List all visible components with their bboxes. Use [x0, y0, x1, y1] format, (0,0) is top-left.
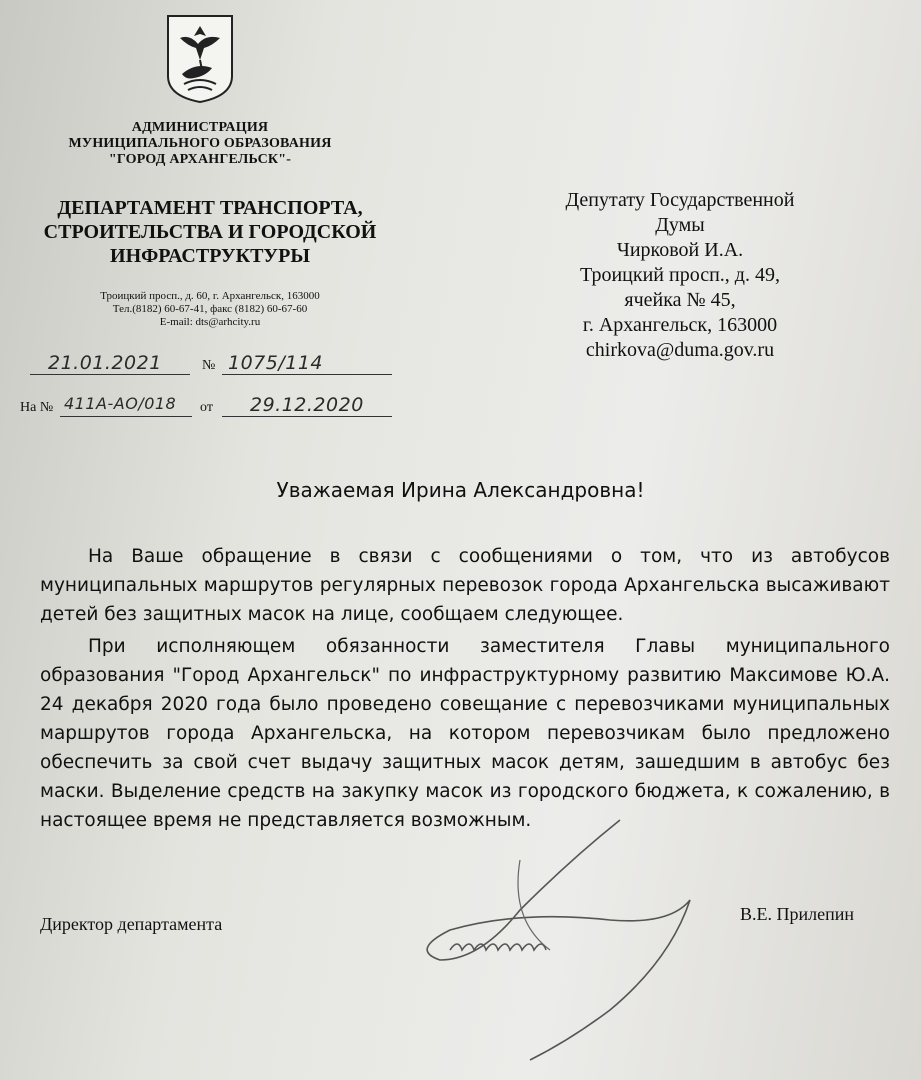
signatory-position: Директор департамента — [40, 914, 223, 934]
contact-line: Троицкий просп., д. 60, г. Архангельск, 163000 — [100, 290, 320, 302]
reference-date-line — [222, 394, 392, 417]
outgoing-date: 21.01.2021 — [48, 352, 162, 374]
outgoing-number: 1075/114 — [228, 352, 324, 374]
recipient-line: Троицкий просп., д. 49, — [580, 264, 780, 286]
administration-title — [20, 120, 380, 168]
recipient-line: Чирковой И.А. — [616, 239, 744, 261]
coat-of-arms-icon — [166, 14, 234, 104]
salutation: Уважаемая Ирина Александровна! — [276, 478, 645, 502]
recipient-block — [500, 188, 880, 363]
contact-line: Тел.(8182) 60-67-41, факс (8182) 60-67-60 — [112, 303, 308, 315]
reference-label: На № — [20, 400, 54, 415]
admin-line: "ГОРОД АРХАНГЕЛЬСК"- — [108, 152, 292, 167]
outgoing-number-line — [222, 352, 392, 375]
contact-line: E-mail: dts@arhcity.ru — [159, 316, 261, 328]
body-paragraph: При исполняющем обязанности заместителя Главы муниципального образования "Город Архангельск" по инфраструктурному развитию Максимове Ю.А. 24 декабря 2020 года было проведено совещание с перевозчиками муниципальных маршрутов города Архангельска, на котором перевозчикам было предложено обеспечить за свой счет выдачу защитных масок детям, зашедшим в автобус без маски. Выделение средств на закупку масок из городского бюджета, к сожалению, в настоящее время не представляется возможным. — [40, 636, 890, 831]
reference-date: 29.12.2020 — [250, 394, 364, 416]
admin-line: МУНИЦИПАЛЬНОГО ОБРАЗОВАНИЯ — [68, 136, 332, 151]
department-line: ДЕПАРТАМЕНТ ТРАНСПОРТА, — [57, 197, 363, 219]
signatory-name: В.Е. Прилепин — [740, 904, 855, 924]
reference-number: 411А-АО/018 — [64, 394, 177, 413]
recipient-line: Депутату Государственной Думы — [565, 189, 795, 236]
recipient-line: chirkova@duma.gov.ru — [585, 339, 775, 361]
letter-body — [40, 542, 890, 835]
reference-from-label: от — [200, 400, 213, 415]
body-paragraph: На Ваше обращение в связи с сообщениями о том, что из автобусов муниципальных маршрутов регулярных перевозок города Архангельска высаживают детей без защитных масок на лице, сообщаем следующее. — [40, 546, 890, 625]
department-line: СТРОИТЕЛЬСТВА И ГОРОДСКОЙ — [43, 221, 377, 243]
recipient-line: ячейка № 45, — [624, 289, 736, 311]
department-title — [20, 196, 400, 268]
outgoing-date-line — [30, 352, 190, 375]
department-contacts — [50, 290, 370, 329]
reference-number-line — [60, 394, 192, 417]
department-line: ИНФРАСТРУКТУРЫ — [110, 245, 310, 267]
admin-line: АДМИНИСТРАЦИЯ — [131, 120, 269, 135]
number-label: № — [202, 358, 216, 373]
signature-drawing — [370, 800, 750, 1070]
recipient-line: г. Архангельск, 163000 — [582, 314, 778, 336]
